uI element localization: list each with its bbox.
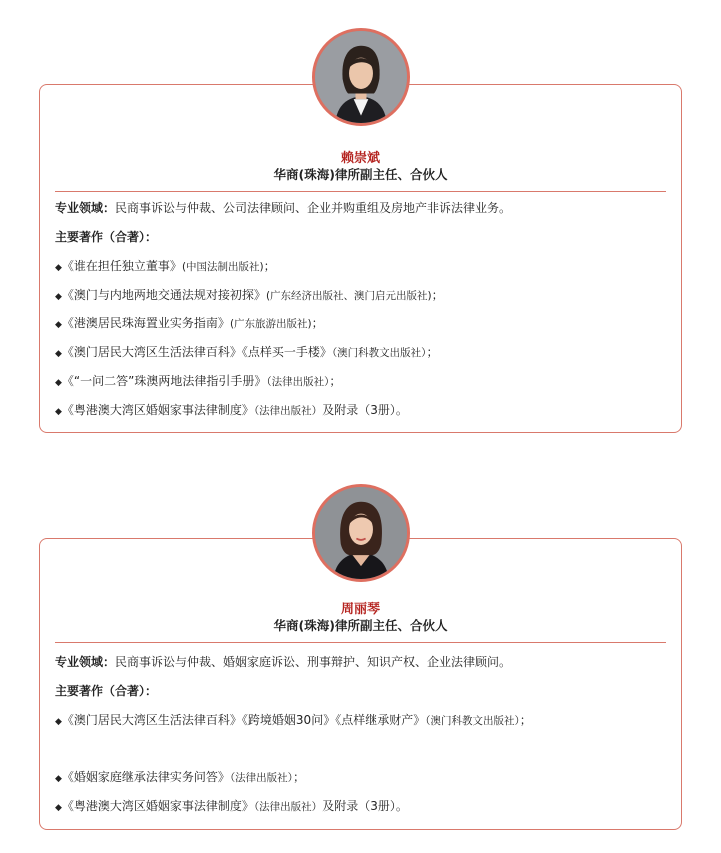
work-title: 《粤港澳大湾区婚姻家事法律制度》	[61, 403, 254, 417]
work-publisher: （法律出版社）	[266, 376, 330, 388]
works-label: 主要著作（合著）：	[55, 684, 158, 698]
work-tail: ；	[431, 288, 444, 302]
work-item	[55, 706, 667, 736]
work-title: 《澳门居民大湾区生活法律百科》《跨境婚姻30问》《点样继承财产》	[61, 713, 426, 727]
work-tail: ；	[263, 259, 276, 273]
work-publisher: (广东旅游出版社)	[229, 318, 312, 330]
work-tail: ；	[329, 374, 342, 388]
work-tail: ；	[426, 345, 439, 359]
work-publisher: （法律出版社）	[253, 405, 323, 417]
work-publisher: (广东经济出版社、澳门启元出版社)	[265, 290, 432, 302]
portrait-icon	[315, 487, 407, 579]
diamond-bullet-icon: ◆	[55, 407, 62, 417]
work-item	[55, 313, 667, 335]
work-tail: ；	[519, 713, 532, 727]
person-name: 周丽琴	[340, 602, 380, 617]
expertise-line	[55, 198, 667, 218]
work-item	[55, 285, 667, 307]
expertise-label: 专业领域：	[55, 655, 116, 669]
work-publisher: （澳门科教文出版社）	[425, 715, 520, 727]
diamond-bullet-icon: ◆	[55, 803, 62, 813]
work-title: 《港澳居民珠海置业实务指南》	[61, 316, 230, 330]
diamond-bullet-icon: ◆	[55, 774, 62, 784]
work-publisher: （法律出版社）	[229, 772, 293, 784]
profile-card-1	[39, 84, 682, 433]
work-publisher: (中国法制出版社)	[181, 261, 264, 273]
work-title: 《澳门与内地两地交通法规对接初探》	[61, 288, 266, 302]
expertise-text: 民商事诉讼与仲裁、婚姻家庭诉讼、刑事辩护、知识产权、企业法律顾问。	[115, 655, 512, 669]
expertise-line	[55, 652, 667, 672]
work-publisher: （澳门科教文出版社）	[331, 347, 427, 359]
divider	[55, 642, 666, 643]
diamond-bullet-icon: ◆	[55, 292, 62, 302]
diamond-bullet-icon: ◆	[55, 717, 62, 727]
diamond-bullet-icon: ◆	[55, 378, 62, 388]
expertise-label: 专业领域：	[55, 201, 116, 215]
work-tail: 及附录（3册）。	[322, 799, 408, 813]
diamond-bullet-icon: ◆	[55, 320, 62, 330]
divider	[55, 191, 666, 192]
person-role: 华商(珠海)律所副主任、合伙人	[273, 167, 448, 182]
work-item	[55, 796, 667, 818]
work-tail: ；	[292, 770, 305, 784]
work-tail: ；	[311, 316, 324, 330]
work-title: 《“一问二答”珠澳两地法律指引手册》	[61, 374, 267, 388]
work-item	[55, 256, 667, 278]
expertise-text: 民商事诉讼与仲裁、公司法律顾问、企业并购重组及房地产非诉法律业务。	[115, 201, 512, 215]
avatar	[312, 484, 410, 582]
diamond-bullet-icon: ◆	[55, 263, 62, 273]
work-title: 《粤港澳大湾区婚姻家事法律制度》	[61, 799, 254, 813]
diamond-bullet-icon: ◆	[55, 349, 62, 359]
work-title: 《澳门居民大湾区生活法律百科》《点样买一手楼》	[61, 345, 332, 359]
works-label: 主要著作（合著）：	[55, 230, 158, 244]
portrait-icon	[315, 31, 407, 123]
person-name: 赖崇斌	[340, 151, 380, 166]
work-title: 《婚姻家庭继承法律实务问答》	[61, 770, 230, 784]
work-item	[55, 342, 667, 364]
work-item	[55, 767, 667, 789]
work-title: 《谁在担任独立董事》	[61, 259, 182, 273]
avatar	[312, 28, 410, 126]
work-publisher: （法律出版社）	[253, 801, 323, 813]
work-item	[55, 371, 667, 393]
person-role: 华商(珠海)律所副主任、合伙人	[273, 618, 448, 633]
work-tail: 及附录（3册）。	[322, 403, 408, 417]
work-item	[55, 400, 667, 422]
